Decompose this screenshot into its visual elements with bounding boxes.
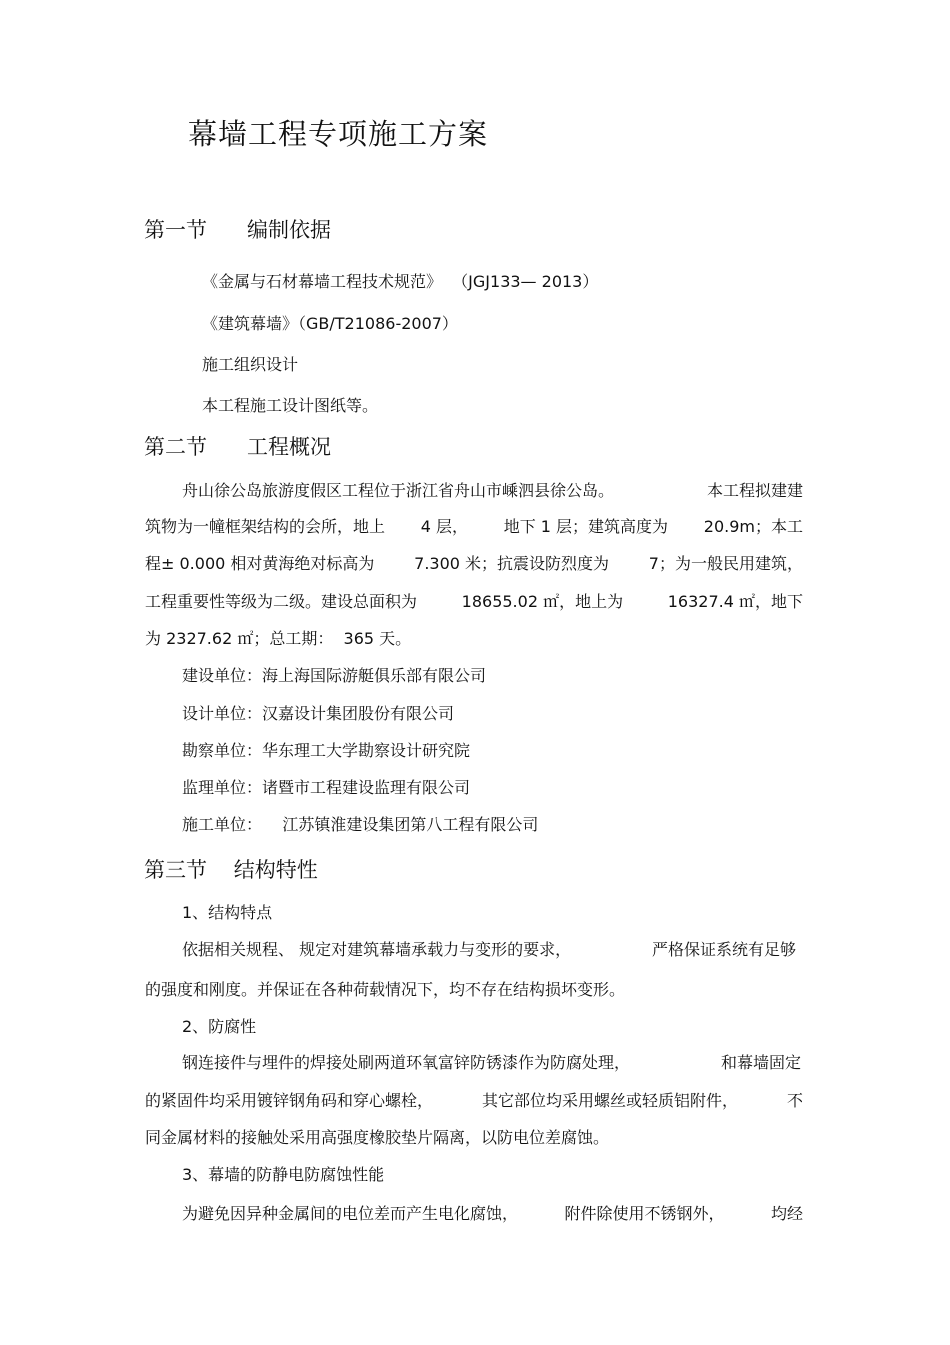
unit-line: 设计单位：汉嘉设计集团股份有限公司 — [182, 704, 455, 723]
body-line — [145, 1093, 803, 1109]
text-segment: 和幕墙固定 — [720, 1053, 801, 1072]
subsection-title: 1、结构特点 — [182, 903, 273, 922]
text-segment: 4 层， — [420, 517, 468, 536]
text-segment: 18655.02 ㎡，地上为 — [461, 592, 624, 611]
text-segment: 16327.4 ㎡，地下 — [667, 592, 803, 611]
text-segment: 7；为一般民用建筑， — [648, 554, 803, 573]
section-1-heading: 第一节 编制依据 — [144, 218, 332, 242]
text-segment: 筑物为一幢框架结构的会所，地上 — [145, 517, 386, 536]
reference-item: 《建筑幕墙》（GB/T21086-2007） — [202, 314, 458, 333]
overview-line: 为 2327.62 ㎡；总工期： 365 天。 — [145, 629, 412, 648]
section-3-heading: 第三节 结构特性 — [144, 858, 318, 882]
body-line: 的强度和刚度。并保证在各种荷载情况下，均不存在结构损坏变形。 — [145, 980, 626, 999]
reference-item: 《金属与石材幕墙工程技术规范》 （JGJ133— 2013） — [202, 272, 599, 291]
overview-line — [182, 483, 803, 499]
reference-item: 本工程施工设计图纸等。 — [202, 396, 379, 415]
text-segment: 20.9m；本工 — [703, 517, 803, 536]
unit-line: 施工单位： 江苏镇淮建设集团第八工程有限公司 — [182, 815, 539, 834]
text-segment: 其它部位均采用螺丝或轻质铝附件， — [481, 1091, 738, 1110]
unit-line: 建设单位：海上海国际游艇俱乐部有限公司 — [182, 666, 487, 685]
reference-item: 施工组织设计 — [202, 355, 299, 374]
body-line — [182, 942, 796, 958]
text-segment: 依据相关规程、 规定对建筑幕墙承载力与变形的要求， — [182, 940, 572, 959]
page-title: 幕墙工程专项施工方案 — [188, 117, 489, 151]
text-segment: 本工程拟建建 — [706, 481, 803, 500]
body-line — [182, 1206, 803, 1222]
text-segment: 不 — [786, 1091, 803, 1110]
text-segment: 地下 1 层；建筑高度为 — [503, 517, 669, 536]
text-segment: 程± 0.000 相对黄海绝对标高为 — [145, 554, 375, 573]
overview-line — [145, 519, 803, 535]
text-segment: 钢连接件与埋件的焊接处刷两道环氧富锌防锈漆作为防腐处理， — [182, 1053, 631, 1072]
section-2-heading: 第二节 工程概况 — [144, 435, 332, 459]
text-segment: 舟山徐公岛旅游度假区工程位于浙江省舟山市嵊泗县徐公岛。 — [182, 481, 615, 500]
overview-line — [145, 594, 803, 610]
subsection-title: 3、幕墙的防静电防腐蚀性能 — [182, 1165, 385, 1184]
text-segment: 严格保证系统有足够 — [651, 940, 796, 959]
text-segment: 为避免因异种金属间的电位差而产生电化腐蚀， — [182, 1204, 519, 1223]
subsection-title: 2、防腐性 — [182, 1017, 257, 1036]
unit-line: 勘察单位：华东理工大学勘察设计研究院 — [182, 741, 471, 760]
text-segment: 工程重要性等级为二级。建设总面积为 — [145, 592, 418, 611]
text-segment: 7.300 米；抗震设防烈度为 — [414, 554, 610, 573]
text-segment: 均经 — [770, 1204, 803, 1223]
body-line — [182, 1055, 801, 1071]
overview-line — [145, 556, 803, 572]
text-segment: 附件除使用不锈钢外， — [564, 1204, 725, 1223]
body-line: 同金属材料的接触处采用高强度橡胶垫片隔离，以防电位差腐蚀。 — [145, 1128, 610, 1147]
text-segment: 的紧固件均采用镀锌钢角码和穿心螺栓， — [145, 1091, 434, 1110]
unit-line: 监理单位：诸暨市工程建设监理有限公司 — [182, 778, 471, 797]
